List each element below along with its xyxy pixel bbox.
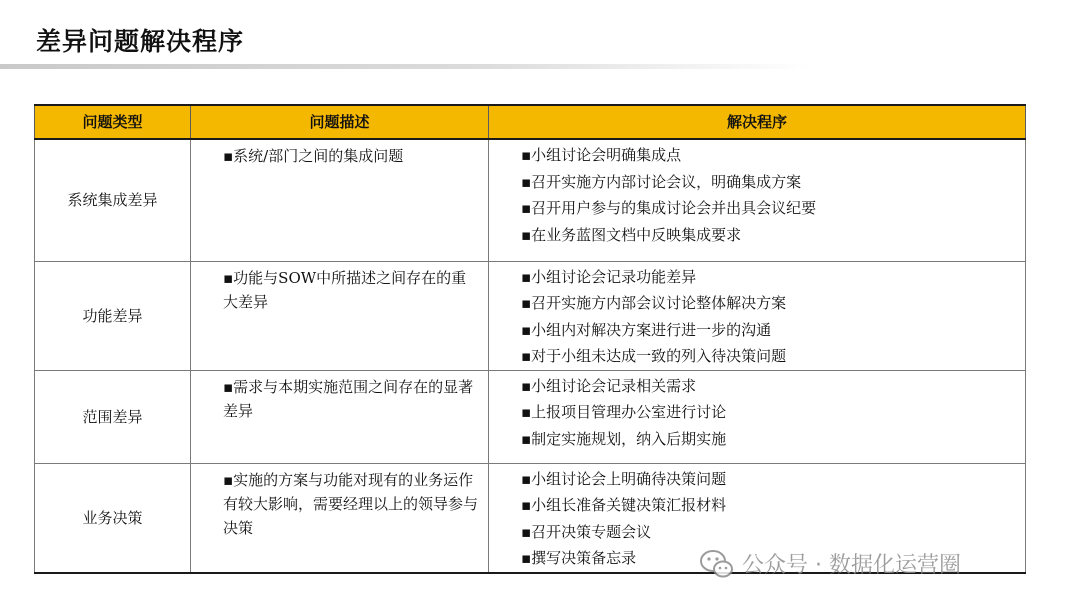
- problem-description-cell: [191, 261, 489, 370]
- resolution-step: ▪小组讨论会记录相关需求: [521, 376, 697, 395]
- resolution-step: ▪小组讨论会明确集成点: [521, 146, 682, 164]
- resolution-step: ▪小组讨论会记录功能差异: [521, 267, 697, 286]
- difference-resolution-table: [34, 104, 1026, 574]
- header-problem-description: 问题描述: [191, 105, 489, 139]
- resolution-step: ▪对于小组未达成一致的列入待决策问题: [521, 347, 787, 365]
- resolution-step: ▪在业务蓝图文档中反映集成要求: [521, 225, 742, 244]
- problem-description-cell: [191, 139, 489, 261]
- table-row: [35, 139, 1026, 261]
- problem-description-cell: [191, 463, 489, 573]
- resolution-step: ▪召开决策专题会议: [521, 522, 652, 541]
- resolution-step: ▪召开实施方内部讨论会议，明确集成方案: [521, 172, 802, 191]
- page-title: 差异问题解决程序: [36, 27, 245, 56]
- problem-description-cell: [191, 370, 489, 463]
- resolution-step: ▪召开实施方内部会议讨论整体解决方案: [521, 294, 787, 312]
- watermark-text: 公众号 · 数据化运营圈: [742, 553, 961, 578]
- problem-description-text: ▪功能与SOW中所描述之间存在的重大差异: [223, 268, 467, 311]
- watermark: [700, 548, 961, 579]
- table-row: [35, 261, 1026, 370]
- resolution-step: ▪小组内对解决方案进行进一步的沟通: [521, 320, 772, 339]
- header-resolution-procedure: 解决程序: [489, 105, 1026, 139]
- resolution-steps-cell: [489, 261, 1026, 370]
- resolution-steps-cell: [489, 370, 1026, 463]
- resolution-step: ▪召开用户参与的集成讨论会并出具会议纪要: [521, 199, 817, 217]
- resolution-step: ▪上报项目管理办公室进行讨论: [521, 403, 727, 421]
- problem-description-text: ▪实施的方案与功能对现有的业务运作有较大影响，需要经理以上的领导参与决策: [223, 470, 479, 537]
- problem-type-cell: 业务决策: [35, 463, 191, 573]
- problem-description-text: ▪需求与本期实施范围之间存在的显著差异: [223, 377, 474, 420]
- table-header-row: [35, 105, 1026, 139]
- resolution-step: ▪小组长准备关键决策汇报材料: [521, 496, 727, 514]
- resolution-step: ▪小组讨论会上明确待决策问题: [521, 469, 727, 488]
- resolution-step: ▪撰写决策备忘录: [521, 549, 637, 567]
- problem-type-cell: 系统集成差异: [35, 139, 191, 261]
- wechat-icon: [700, 549, 734, 579]
- resolution-steps-cell: [489, 139, 1026, 261]
- problem-type-cell: 范围差异: [35, 370, 191, 463]
- title-divider: [0, 64, 810, 69]
- resolution-step: ▪制定实施规划，纳入后期实施: [521, 429, 727, 448]
- table-row: [35, 370, 1026, 463]
- header-problem-type: 问题类型: [35, 105, 191, 139]
- problem-description-text: ▪系统/部门之间的集成问题: [223, 147, 404, 165]
- problem-type-cell: 功能差异: [35, 261, 191, 370]
